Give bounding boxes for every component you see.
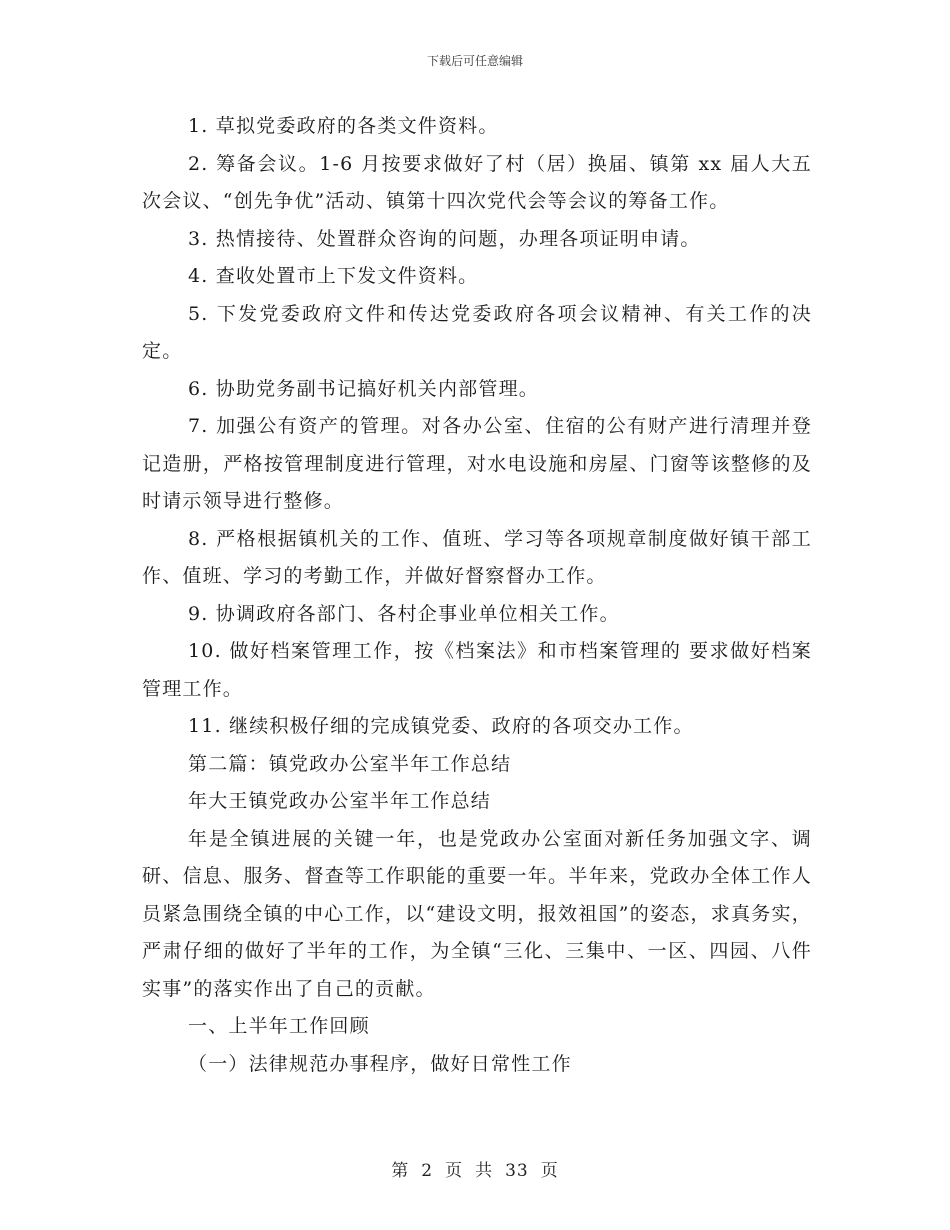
- page-label-mid: 页: [445, 1161, 464, 1181]
- page-footer: [0, 1156, 950, 1181]
- paragraph-6: 6. 协助党务副书记搞好机关内部管理。: [188, 377, 539, 400]
- paragraph-intro: 年是全镇进展的关键一年，也是党政办公室面对新任务加强文字、调研、信息、服务、督查等工作职能的重要一年。半年来，党政办全体工作人员紧急围绕全镇的中心工作，以“建设文明，报效祖国”的姿态，求真务实，严肃仔细的做好了半年的工作，为全镇“三化、三集中、一区、四园、八件实事”的落实作出了自己的贡献。: [142, 827, 812, 1000]
- paragraph-10: 10. 做好档案管理工作，按《档案法》和市档案管理的 要求做好档案管理工作。: [142, 640, 812, 700]
- heading-first-half-review: 一、上半年工作回顾: [188, 1015, 370, 1037]
- paragraph-4: 4. 查收处置市上下发文件资料。: [188, 265, 479, 287]
- paragraph-7: 7. 加强公有资产的管理。对各办公室、住宿的公有财产进行清理并登记造册，严格按管理制度进行管理，对水电设施和房屋、门窗等该整修的及时请示领导进行整修。: [142, 415, 812, 512]
- subheading-routine-work: （一）法律规范办事程序，做好日常性工作: [188, 1052, 572, 1075]
- paragraph-11: 11. 继续积极仔细的完成镇党委、政府的各项交办工作。: [188, 715, 694, 737]
- page-label-suffix: 页: [540, 1161, 559, 1181]
- page-label-prefix: 第: [391, 1161, 410, 1181]
- page-header: 下载后可任意编辑: [426, 54, 523, 68]
- section-title-part-2: 第二篇：镇党政办公室半年工作总结: [188, 752, 512, 775]
- paragraph-3: 3. 热情接待、处置群众咨询的问题，办理各项证明申请。: [188, 227, 701, 250]
- paragraph-8: 8. 严格根据镇机关的工作、值班、学习等各项规章制度做好镇干部工作、值班、学习的考勤工作，并做好督察督办工作。: [142, 527, 812, 587]
- page-label-total-prefix: 共: [475, 1161, 494, 1181]
- paragraph-1: 1. 草拟党委政府的各类文件资料。: [188, 115, 499, 137]
- paragraph-5: 5. 下发党委政府文件和传达党委政府各项会议精神、有关工作的决定。: [142, 302, 812, 362]
- paragraph-2: 2. 筹备会议。1-6 月按要求做好了村（居）换届、镇第 xx 届人大五次会议、“创先争优”活动、镇第十四次党代会等会议的筹备工作。: [142, 152, 812, 212]
- page-current: 2: [421, 1161, 434, 1181]
- document-body: [142, 108, 812, 1083]
- paragraph-9: 9. 协调政府各部门、各村企事业单位相关工作。: [188, 602, 620, 625]
- document-subtitle: 年大王镇党政办公室半年工作总结: [188, 790, 492, 812]
- page-total: 33: [505, 1161, 529, 1181]
